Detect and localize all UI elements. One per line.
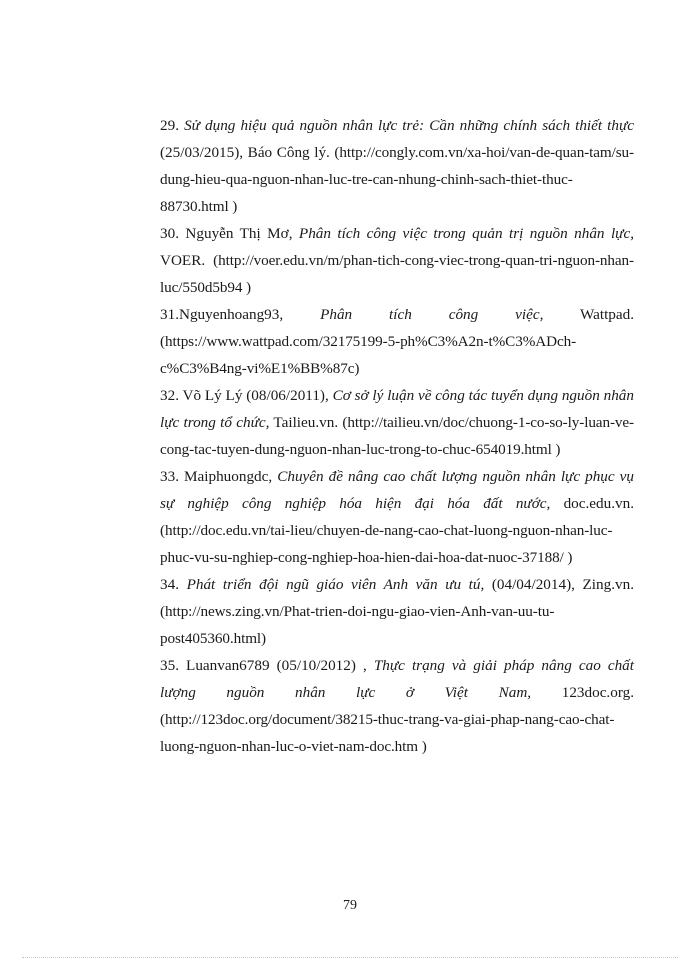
reference-item-34 <box>160 571 634 652</box>
reference-item-31 <box>160 301 634 382</box>
reference-title: Phát triển đội ngũ giáo viên Anh văn ưu tú, <box>186 576 485 593</box>
reference-title: Chuyên đề nâng cao chất lượng nguồn nhân lực phục vụ sự nghiệp công nghiệp hóa hiện đại hóa đất nước, <box>160 468 634 512</box>
reference-source: Wattpad. <box>543 306 635 323</box>
reference-number: 34. <box>160 576 179 593</box>
reference-number: 29. <box>160 117 179 134</box>
reference-source: , VOER. <box>160 225 634 269</box>
reference-url: (http://congly.com.vn/xa-hoi/van-de-quan-tam/su-dung-hieu-qua-nguon-nhan-luc-tre-can-nhung-chinh-sach-thiet-thuc-88730.html ) <box>160 144 634 215</box>
reference-author: Luanvan6789 (05/10/2012) , <box>178 657 374 674</box>
reference-author: Maiphuongdc, <box>178 468 278 485</box>
reference-item-32 <box>160 382 634 463</box>
reference-spacer <box>179 576 187 593</box>
page-bottom-divider <box>22 957 678 958</box>
reference-source: (04/04/2014), Zing.vn. <box>484 576 634 593</box>
reference-number: 32. <box>160 387 179 404</box>
reference-number: 35. <box>160 657 179 674</box>
reference-url: (http://news.zing.vn/Phat-trien-doi-ngu-giao-vien-Anh-van-uu-tu-post405360.html) <box>160 603 555 647</box>
reference-item-33 <box>160 463 634 571</box>
reference-author: Nguyễn Thị Mơ, <box>178 225 299 242</box>
reference-author: Võ Lý Lý (08/06/2011), <box>178 387 333 404</box>
reference-author: Nguyenhoang93, <box>178 306 321 323</box>
reference-url: (http://123doc.org/document/38215-thuc-trang-va-giai-phap-nang-cao-chat-luong-nguon-nhan-luc-o-viet-nam-doc.htm ) <box>160 711 615 755</box>
reference-url: (http://doc.edu.vn/tai-lieu/chuyen-de-nang-cao-chat-luong-nguon-nhan-luc-phuc-vu-su-nghiep-cong-nghiep-hoa-hien-dai-hoa-dat-nuoc-37188/ ) <box>160 522 613 566</box>
reference-url: (http://voer.edu.vn/m/phan-tich-cong-viec-trong-quan-tri-nguon-nhan-luc/550d5b94 ) <box>160 252 634 296</box>
reference-item-30 <box>160 220 634 301</box>
reference-source: 123doc.org. <box>531 684 634 701</box>
reference-title: Cơ sở lý luận về công tác tuyển dụng nguồn nhân lực trong tổ chức, <box>160 387 634 431</box>
reference-item-29 <box>160 112 634 220</box>
reference-url: (http://tailieu.vn/doc/chuong-1-co-so-ly-luan-ve-cong-tac-tuyen-dung-nguon-nhan-luc-trong-to-chuc-654019.html ) <box>160 414 634 458</box>
reference-number: 33. <box>160 468 179 485</box>
reference-source: (25/03/2015), Báo Công lý. <box>160 144 335 161</box>
reference-title: Phân tích công việc trong quản trị nguồn nhân lực <box>298 225 631 242</box>
reference-number: 31. <box>160 306 179 323</box>
reference-number: 30. <box>160 225 179 242</box>
reference-list <box>160 112 634 760</box>
reference-source: Tailieu.vn. <box>269 414 343 431</box>
reference-title: Thực trạng và giải pháp nâng cao chất lượng nguồn nhân lực ở Việt Nam, <box>160 657 634 701</box>
page-number: 79 <box>343 898 357 913</box>
reference-title: Sử dụng hiệu quả nguồn nhân lực trẻ: Cần những chính sách thiết thực <box>184 117 635 134</box>
reference-source: doc.edu.vn. <box>550 495 635 512</box>
reference-title: Phân tích công việc, <box>320 306 544 323</box>
reference-item-35 <box>160 652 634 760</box>
reference-url: (https://www.wattpad.com/32175199-5-ph%C3%A2n-t%C3%ADch-c%C3%B4ng-vi%E1%BB%87c) <box>160 333 577 377</box>
